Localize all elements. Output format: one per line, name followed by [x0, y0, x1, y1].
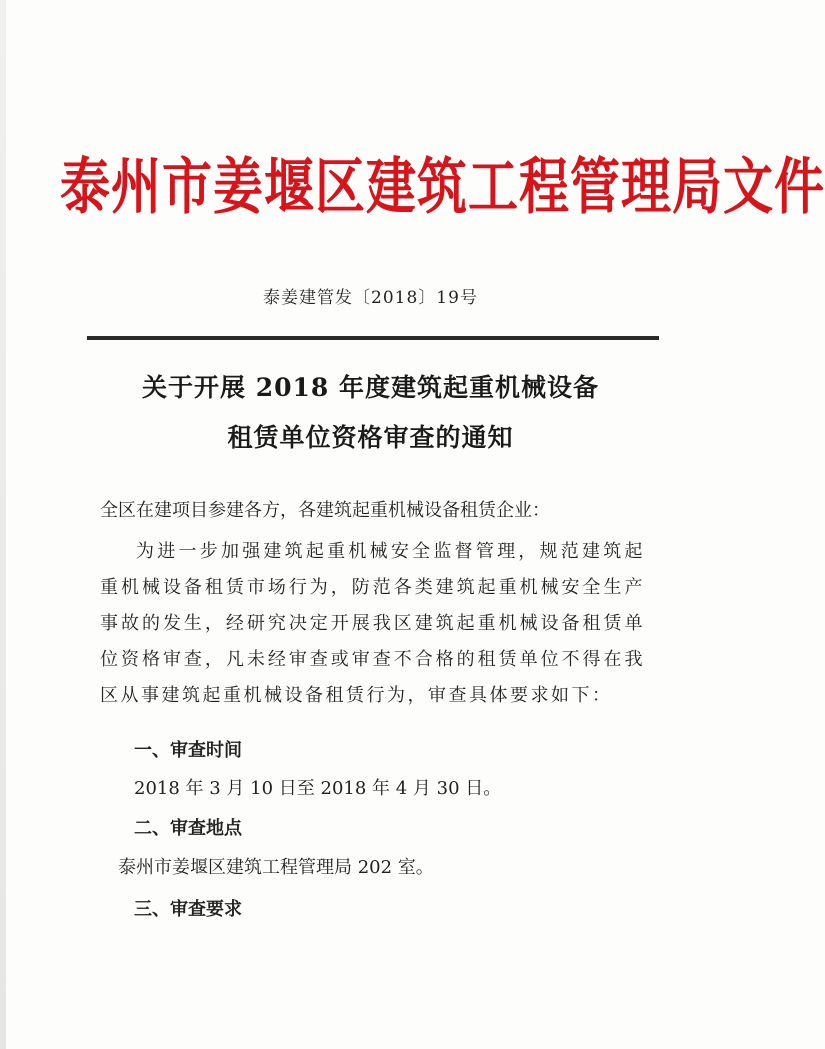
header-divider	[87, 336, 659, 340]
section-heading-requirements: 三、审查要求	[134, 899, 242, 920]
section-value-time: 2018 年 3 月 10 日至 2018 年 4 月 30 日。	[134, 778, 502, 799]
body-paragraph-text: 为进一步加强建筑起重机械安全监督管理，规范建筑起重机械设备租赁市场行为，防范各类建筑起重机械安全生产事故的发生，经研究决定开展我区建筑起重机械设备租赁单位资格审查，凡未经审查或审查不合格的租赁单位不得在我区从事建筑起重机械设备租赁行为，审查具体要求如下：	[100, 541, 645, 706]
scan-edge	[0, 0, 6, 1049]
notice-title-line-2: 租赁单位资格审查的通知	[227, 423, 514, 452]
section-heading-location: 二、审查地点	[134, 818, 242, 839]
section-heading-time: 一、审查时间	[134, 740, 242, 761]
salutation: 全区在建项目参建各方，各建筑起重机械设备租赁企业：	[100, 500, 550, 521]
document-number: 泰姜建管发〔2018〕19号	[263, 288, 478, 308]
body-paragraph	[100, 534, 645, 714]
notice-title-line-1: 关于开展 2018 年度建筑起重机械设备	[142, 373, 599, 402]
section-value-location: 泰州市姜堰区建筑工程管理局 202 室。	[118, 857, 434, 878]
issuing-authority-title: 泰州市姜堰区建筑工程管理局文件	[60, 150, 825, 223]
